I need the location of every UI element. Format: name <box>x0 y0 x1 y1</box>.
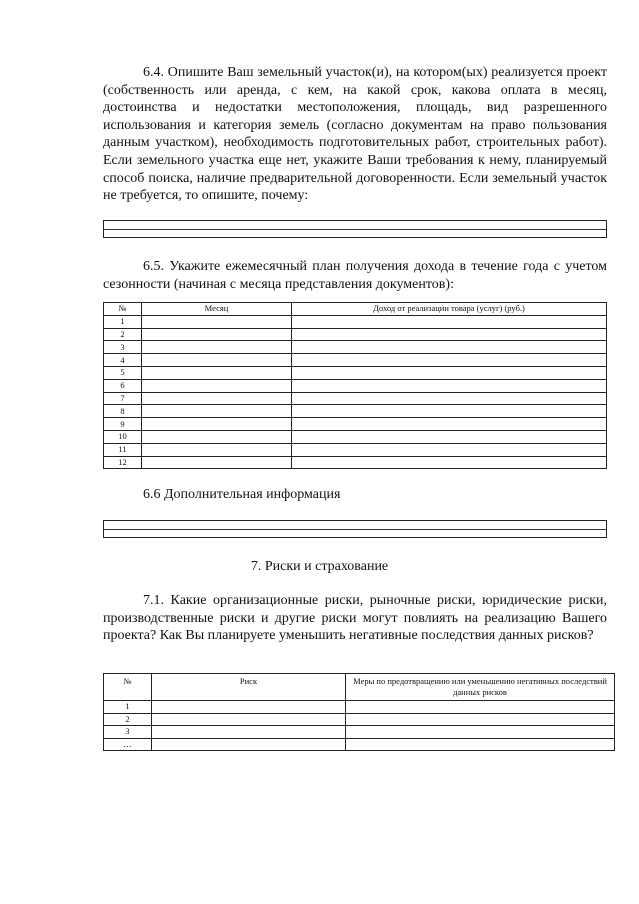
month-cell[interactable] <box>142 379 292 392</box>
section-6-4-text: 6.4. Опишите Ваш земельный участок(и), на котором(ых) реализуется проект (собственность или аренда, с кем, на какой срок, какова оплата в месяц, достоинства и недостатки местоположения, площадь, вид разрешенного использования и категория земель (согласно документам на право пользования данным участком), необходимость подготовительных работ, строительных работ). Если земельного участка еще нет, укажите Ваши требования к нему, планируемый способ поиска, наличие предварительной договоренности. Если земельный участок не требуется, то опишите, почему: <box>103 65 607 204</box>
additional-info-field[interactable] <box>103 520 607 538</box>
income-plan-table <box>103 302 607 469</box>
income-cell[interactable] <box>292 456 607 469</box>
month-cell[interactable] <box>142 392 292 405</box>
row-number: 12 <box>104 456 142 469</box>
table-header-row <box>104 674 615 701</box>
row-number: 3 <box>104 341 142 354</box>
section-7-title: 7. Риски и страхование <box>250 559 389 574</box>
measures-cell[interactable] <box>346 713 615 726</box>
month-cell[interactable] <box>142 328 292 341</box>
income-cell[interactable] <box>292 366 607 379</box>
table-row <box>104 418 607 431</box>
row-number: 4 <box>104 354 142 367</box>
income-cell[interactable] <box>292 354 607 367</box>
table-row <box>104 738 615 751</box>
table-header-row <box>104 303 607 316</box>
month-cell[interactable] <box>142 354 292 367</box>
income-cell[interactable] <box>292 328 607 341</box>
row-number: 6 <box>104 379 142 392</box>
income-cell[interactable] <box>292 341 607 354</box>
row-number: 11 <box>104 443 142 456</box>
measures-cell[interactable] <box>346 701 615 714</box>
col-header-month: Месяц <box>142 303 292 316</box>
risk-cell[interactable] <box>152 738 346 751</box>
risk-cell[interactable] <box>152 701 346 714</box>
income-cell[interactable] <box>292 315 607 328</box>
income-cell[interactable] <box>292 443 607 456</box>
income-cell[interactable] <box>292 392 607 405</box>
table-row <box>104 726 615 739</box>
risk-cell[interactable] <box>152 726 346 739</box>
table-row <box>104 430 607 443</box>
measures-cell[interactable] <box>346 726 615 739</box>
income-cell[interactable] <box>292 405 607 418</box>
row-number: 2 <box>104 328 142 341</box>
col-header-measures: Меры по предотвращению или уменьшению негативных последствий данных рисков <box>346 674 615 701</box>
table-row <box>104 443 607 456</box>
month-cell[interactable] <box>142 430 292 443</box>
measures-cell[interactable] <box>346 738 615 751</box>
section-7-1-text: 7.1. Какие организационные риски, рыночные риски, юридические риски, производственные риски и другие риски могут повлиять на реализацию Вашего проекта? Как Вы планируете уменьшить негативные последствия данных рисков? <box>103 593 607 644</box>
table-row <box>104 701 615 714</box>
row-number: 9 <box>104 418 142 431</box>
col-header-number: № <box>104 303 142 316</box>
income-cell[interactable] <box>292 418 607 431</box>
col-header-risk: Риск <box>152 674 346 701</box>
answer-field-line <box>104 529 606 530</box>
month-cell[interactable] <box>142 315 292 328</box>
row-number: 2 <box>104 713 152 726</box>
table-row <box>104 315 607 328</box>
table-row <box>104 366 607 379</box>
month-cell[interactable] <box>142 418 292 431</box>
month-cell[interactable] <box>142 405 292 418</box>
col-header-income: Доход от реализации товара (услуг) (руб.) <box>292 303 607 316</box>
month-cell[interactable] <box>142 366 292 379</box>
land-plot-answer-field[interactable] <box>103 220 607 238</box>
section-6-6-title: 6.6 Дополнительная информация <box>143 487 341 502</box>
section-6-5-text: 6.5. Укажите ежемесячный план получения дохода в течение года с учетом сезонности (начиная с месяца представления документов): <box>103 259 607 292</box>
risk-cell[interactable] <box>152 713 346 726</box>
table-row <box>104 456 607 469</box>
table-row <box>104 713 615 726</box>
row-number: 3 <box>104 726 152 739</box>
row-number: 5 <box>104 366 142 379</box>
table-row <box>104 354 607 367</box>
month-cell[interactable] <box>142 443 292 456</box>
col-header-number: № <box>104 674 152 701</box>
table-row <box>104 328 607 341</box>
row-number: 8 <box>104 405 142 418</box>
table-row <box>104 341 607 354</box>
row-number: 10 <box>104 430 142 443</box>
month-cell[interactable] <box>142 456 292 469</box>
table-row <box>104 405 607 418</box>
risks-table <box>103 673 615 751</box>
table-row <box>104 379 607 392</box>
row-number: 1 <box>104 315 142 328</box>
row-number: 1 <box>104 701 152 714</box>
answer-field-line <box>104 229 606 230</box>
month-cell[interactable] <box>142 341 292 354</box>
row-number: 7 <box>104 392 142 405</box>
income-cell[interactable] <box>292 379 607 392</box>
row-number: … <box>104 738 152 751</box>
income-cell[interactable] <box>292 430 607 443</box>
table-row <box>104 392 607 405</box>
